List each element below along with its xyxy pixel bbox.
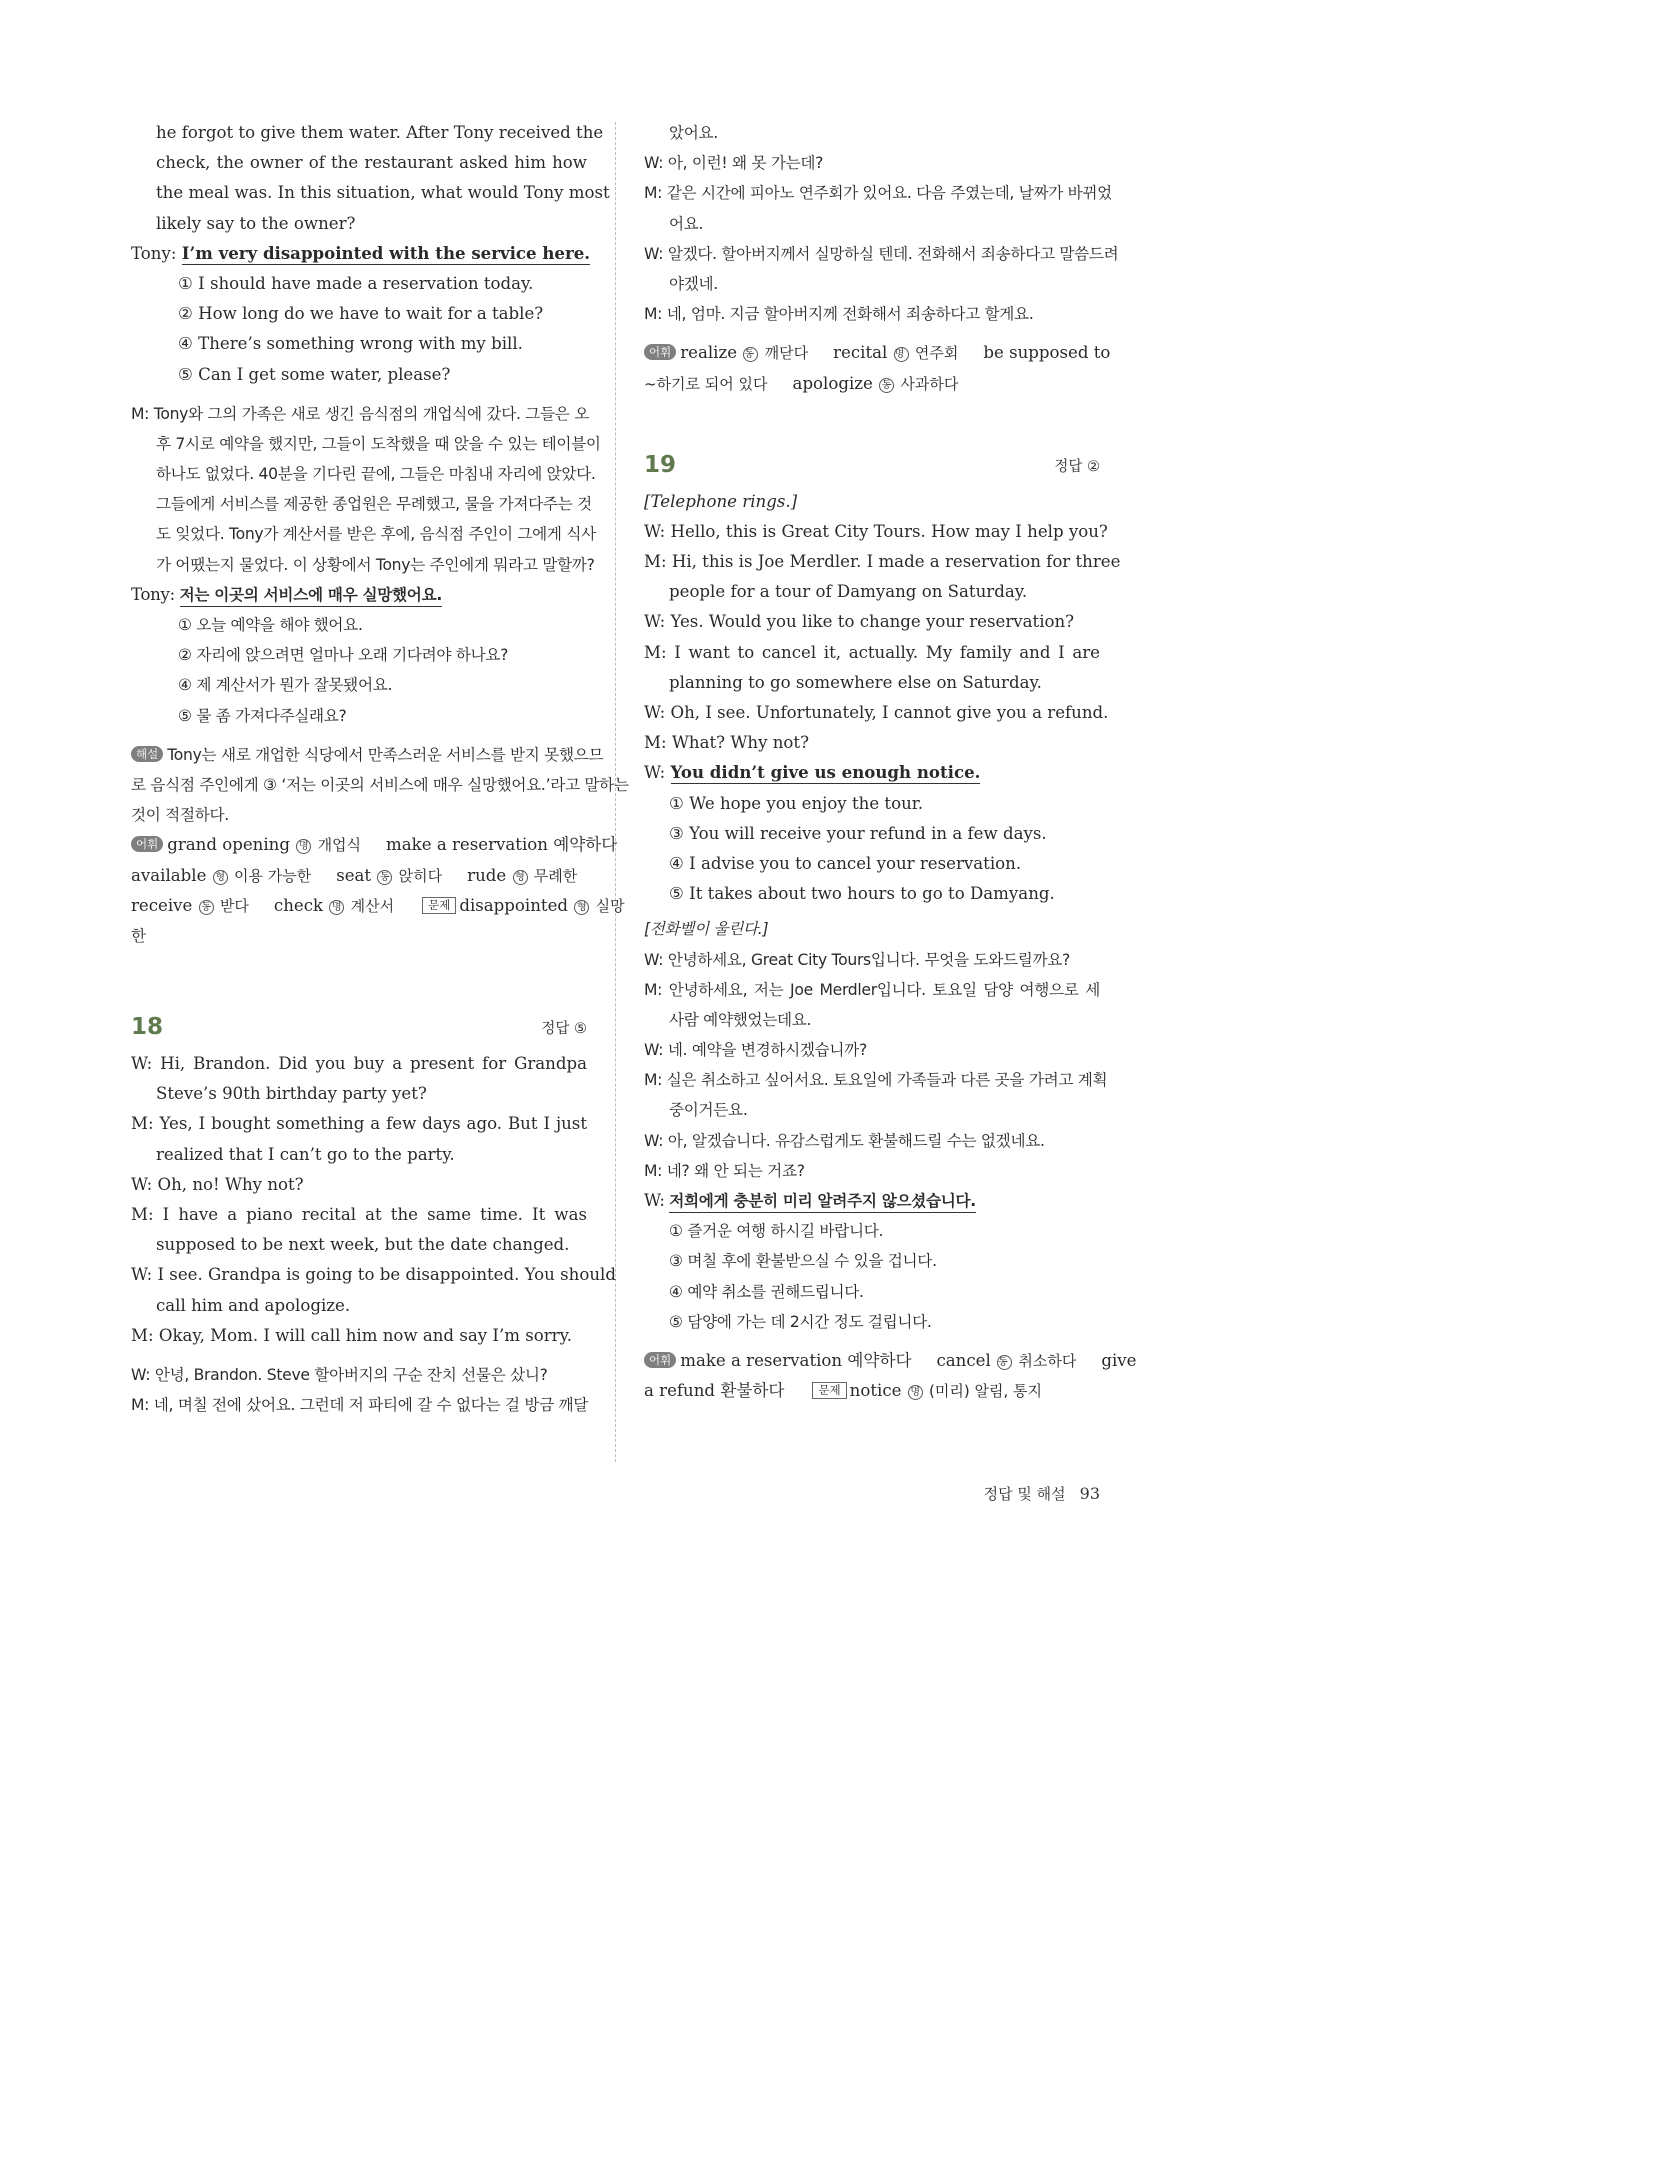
question-number: 19: [644, 451, 677, 478]
option-ko: ① 오늘 예약을 해야 했어요.: [178, 616, 363, 634]
tony-answer-ko: [131, 580, 587, 610]
ko-prompt-line: 도 잊었다. Tony가 계산서를 받은 후에, 음식점 주인이 그에게 식사: [156, 525, 596, 544]
stage-direction: [Telephone rings.]: [644, 491, 798, 511]
answer-underlined: I’m very disappointed with the service here.: [181, 242, 591, 263]
ko-prompt-line: 가 어땠는지 물었다. 이 상황에서 Tony는 주인에게 뭐라고 말할까?: [156, 555, 595, 574]
vocab-label: 어휘: [644, 1352, 676, 1368]
stage-direction-ko: [전화벨이 울린다.]: [644, 920, 769, 939]
dialogue-line-ko: M: 네, 엄마. 지금 할아버지께 전화해서 죄송하다고 할게요.: [644, 305, 1034, 324]
option-ko: ② 자리에 앉으려면 얼마나 오래 기다려야 하나요?: [178, 646, 509, 665]
dialogue-line-ko: W: 알겠다. 할아버지께서 실망하실 텐데. 전화해서 죄송하다고 말씀드려: [644, 244, 1119, 263]
dialogue-line: W: Hello, this is Great City Tours. How may I help you?: [644, 521, 1108, 541]
ko-prompt-line: 그들에게 서비스를 제공한 종업원은 무례했고, 물을 가져다주는 것: [156, 495, 592, 514]
option-ko: ⑤ 담양에 가는 데 2시간 정도 걸립니다.: [669, 1312, 932, 1331]
option-en: ④ There’s something wrong with my bill.: [178, 334, 523, 354]
dialogue-line-ko: W: 안녕, Brandon. Steve 할아버지의 구순 잔치 선물은 샀니?: [131, 1365, 548, 1384]
explanation-line: 해설 Tony는 새로 개업한 식당에서 만족스러운 서비스를 받지 못했으므: [131, 740, 587, 770]
dialogue-line-ko: M: 실은 취소하고 싶어서요. 토요일에 가족들과 다른 곳을 가려고 계획: [644, 1071, 1108, 1090]
pos-badge: 명: [894, 347, 909, 362]
speaker: Tony:: [131, 243, 177, 263]
dialogue-line-ko: W: 네. 예약을 변경하시겠습니까?: [644, 1041, 867, 1060]
dialogue-line: W: Yes. Would you like to change your reservation?: [644, 612, 1075, 632]
answer-line-en: [644, 758, 1100, 788]
pos-badge: 동: [199, 900, 214, 915]
speaker: Tony:: [131, 584, 175, 604]
pos-badge: 동: [997, 1355, 1012, 1370]
option-en: ④ I advise you to cancel your reservation.: [669, 853, 1022, 873]
pos-badge: 형: [213, 870, 228, 885]
pos-badge: 명: [908, 1385, 923, 1400]
question-header-18: [131, 1006, 587, 1044]
ko-prompt-line: M: Tony와 그의 가족은 새로 생긴 음식점의 개업식에 갔다. 그들은 오: [131, 404, 589, 423]
dialogue-line-ko: W: 아, 알겠습니다. 유감스럽게도 환불해드릴 수는 없겠네요.: [644, 1131, 1045, 1150]
option-en: ⑤ Can I get some water, please?: [178, 364, 451, 384]
vocab-line: 어휘 grand opening 명 개업식 make a reservation 예약하다: [131, 830, 587, 860]
option-ko: ④ 제 계산서가 뭔가 잘못됐어요.: [178, 676, 393, 695]
answer-line-ko: [644, 1186, 1100, 1216]
pos-badge: 동: [879, 378, 894, 393]
option-en: ② How long do we have to wait for a table?: [178, 304, 544, 324]
intro-line: the meal was. In this situation, what would Tony most: [156, 183, 610, 203]
dialogue-line: call him and apologize.: [156, 1295, 351, 1315]
pos-badge: 동: [377, 870, 392, 885]
vocab-line: a refund 환불하다 문제 notice 명 (미리) 알림, 통지: [644, 1381, 1042, 1401]
vocab-line: ~하기로 되어 있다 apologize 동 사과하다: [644, 373, 959, 393]
vocab-label: 어휘: [131, 836, 163, 852]
dialogue-line-ko: W: 아, 이런! 왜 못 가는데?: [644, 154, 824, 173]
answer-underlined: 저는 이곳의 서비스에 매우 실망했어요.: [180, 584, 442, 607]
intro-line: check, the owner of the restaurant asked him how: [156, 153, 587, 173]
pos-badge: 명: [296, 839, 311, 854]
dialogue-line-ko: M: 안녕하세요, 저는 Joe Merdler입니다. 토요일 담양 여행으로 세: [644, 980, 1100, 999]
speaker: W:: [644, 763, 666, 783]
answer-key: 정답 ②: [1054, 458, 1100, 475]
left-column: [131, 118, 629, 1420]
pos-badge: 동: [743, 347, 758, 362]
dialogue-line: W: Oh, no! Why not?: [131, 1174, 304, 1194]
dialogue-line: W: I see. Grandpa is going to be disappointed. You should: [131, 1265, 616, 1285]
dialogue-line: supposed to be next week, but the date changed.: [156, 1235, 570, 1255]
intro-line: likely say to the owner?: [156, 213, 356, 233]
dialogue-line-ko: 중이거든요.: [669, 1101, 748, 1120]
option-ko: ③ 며칠 후에 환불받으실 수 있을 겁니다.: [669, 1252, 937, 1271]
dialogue-line-ko: M: 같은 시간에 피아노 연주회가 있어요. 다음 주였는데, 날짜가 바뀌었: [644, 184, 1112, 203]
answer-underlined: 저희에게 충분히 미리 알려주지 않으셨습니다.: [669, 1190, 976, 1213]
dialogue-line: people for a tour of Damyang on Saturday.: [669, 582, 1028, 602]
dialogue-line: M: I have a piano recital at the same time. It was: [131, 1205, 587, 1224]
answer-key: 정답 ⑤: [541, 1021, 587, 1038]
option-en: ① I should have made a reservation today.: [178, 273, 534, 293]
dialogue-line: M: Okay, Mom. I will call him now and say I’m sorry.: [131, 1325, 573, 1345]
intro-line: he forgot to give them water. After Tony received the: [156, 123, 604, 142]
page-number: 93: [1079, 1484, 1100, 1503]
dialogue-line: Steve’s 90th birthday party yet?: [156, 1084, 427, 1104]
vocab-line: 어휘 make a reservation 예약하다 cancel 동 취소하다 give: [644, 1346, 1100, 1376]
pos-badge: 형: [513, 870, 528, 885]
vocab-line: 한: [131, 926, 146, 945]
question-number: 18: [131, 1014, 164, 1041]
option-en: ① We hope you enjoy the tour.: [669, 793, 924, 813]
problem-label: 문제: [812, 1382, 846, 1399]
dialogue-line: realized that I can’t go to the party.: [156, 1144, 455, 1164]
option-ko: ⑤ 물 좀 가져다주실래요?: [178, 706, 347, 725]
page-footer: [984, 1483, 1100, 1504]
vocab-line: receive 동 받다 check 명 계산서 문제 disappointed 형 실망: [131, 895, 625, 915]
answer-underlined: You didn’t give us enough notice.: [670, 762, 981, 783]
explanation-label: 해설: [131, 746, 163, 762]
pos-badge: 형: [574, 900, 589, 915]
dialogue-line-ko: W: 안녕하세요, Great City Tours입니다. 무엇을 도와드릴까요?: [644, 950, 1070, 969]
dialogue-line: M: I want to cancel it, actually. My family and I are: [644, 642, 1100, 662]
ko-prompt-line: 후 7시로 예약을 했지만, 그들이 도착했을 때 앉을 수 있는 테이블이: [156, 434, 601, 453]
dialogue-line-ko: 어요.: [669, 214, 704, 233]
explanation-line: 로 음식점 주인에게 ③ ‘저는 이곳의 서비스에 매우 실망했어요.’라고 말하는: [131, 775, 629, 794]
ko-prompt-line: 하나도 없었다. 40분을 기다린 끝에, 그들은 마침내 자리에 앉았다.: [156, 465, 596, 484]
explanation-line: 것이 적절하다.: [131, 806, 229, 825]
option-ko: ① 즐거운 여행 하시길 바랍니다.: [669, 1222, 884, 1241]
vocab-label: 어휘: [644, 344, 676, 360]
vocab-line: available 형 이용 가능한 seat 동 앉히다 rude 형 무례한: [131, 865, 578, 885]
dialogue-line: M: Yes, I bought something a few days ago. But I just: [131, 1114, 587, 1134]
problem-label: 문제: [422, 897, 456, 914]
tony-answer-en: [131, 239, 591, 269]
dialogue-line-ko: 야겠네.: [669, 274, 718, 293]
dialogue-line: planning to go somewhere else on Saturday.: [669, 672, 1042, 692]
footer-label: 정답 및 해설: [983, 1485, 1066, 1503]
option-en: ⑤ It takes about two hours to go to Damyang.: [669, 884, 1055, 904]
dialogue-line-ko: 사람 예약했었는데요.: [669, 1010, 812, 1029]
dialogue-line: M: What? Why not?: [644, 733, 809, 753]
dialogue-line-ko: M: 네, 며칠 전에 샀어요. 그런데 저 파티에 갈 수 없다는 걸 방금 깨달: [131, 1396, 589, 1415]
dialogue-line-ko: 았어요.: [669, 124, 718, 142]
option-en: ③ You will receive your refund in a few days.: [669, 823, 1047, 843]
dialogue-line: M: Hi, this is Joe Merdler. I made a reservation for three: [644, 552, 1121, 572]
speaker: W:: [644, 1191, 665, 1210]
pos-badge: 명: [329, 900, 344, 915]
question-header-19: [644, 444, 1100, 482]
option-ko: ④ 예약 취소를 권해드립니다.: [669, 1282, 864, 1301]
dialogue-line: W: Hi, Brandon. Did you buy a present for Grandpa: [131, 1054, 587, 1074]
dialogue-line-ko: M: 네? 왜 안 되는 거죠?: [644, 1161, 805, 1180]
dialogue-line: W: Oh, I see. Unfortunately, I cannot give you a refund.: [644, 703, 1109, 722]
vocab-line: 어휘 realize 동 깨닫다 recital 명 연주회 be supposed to: [644, 338, 1100, 368]
right-column: [644, 118, 1137, 1406]
